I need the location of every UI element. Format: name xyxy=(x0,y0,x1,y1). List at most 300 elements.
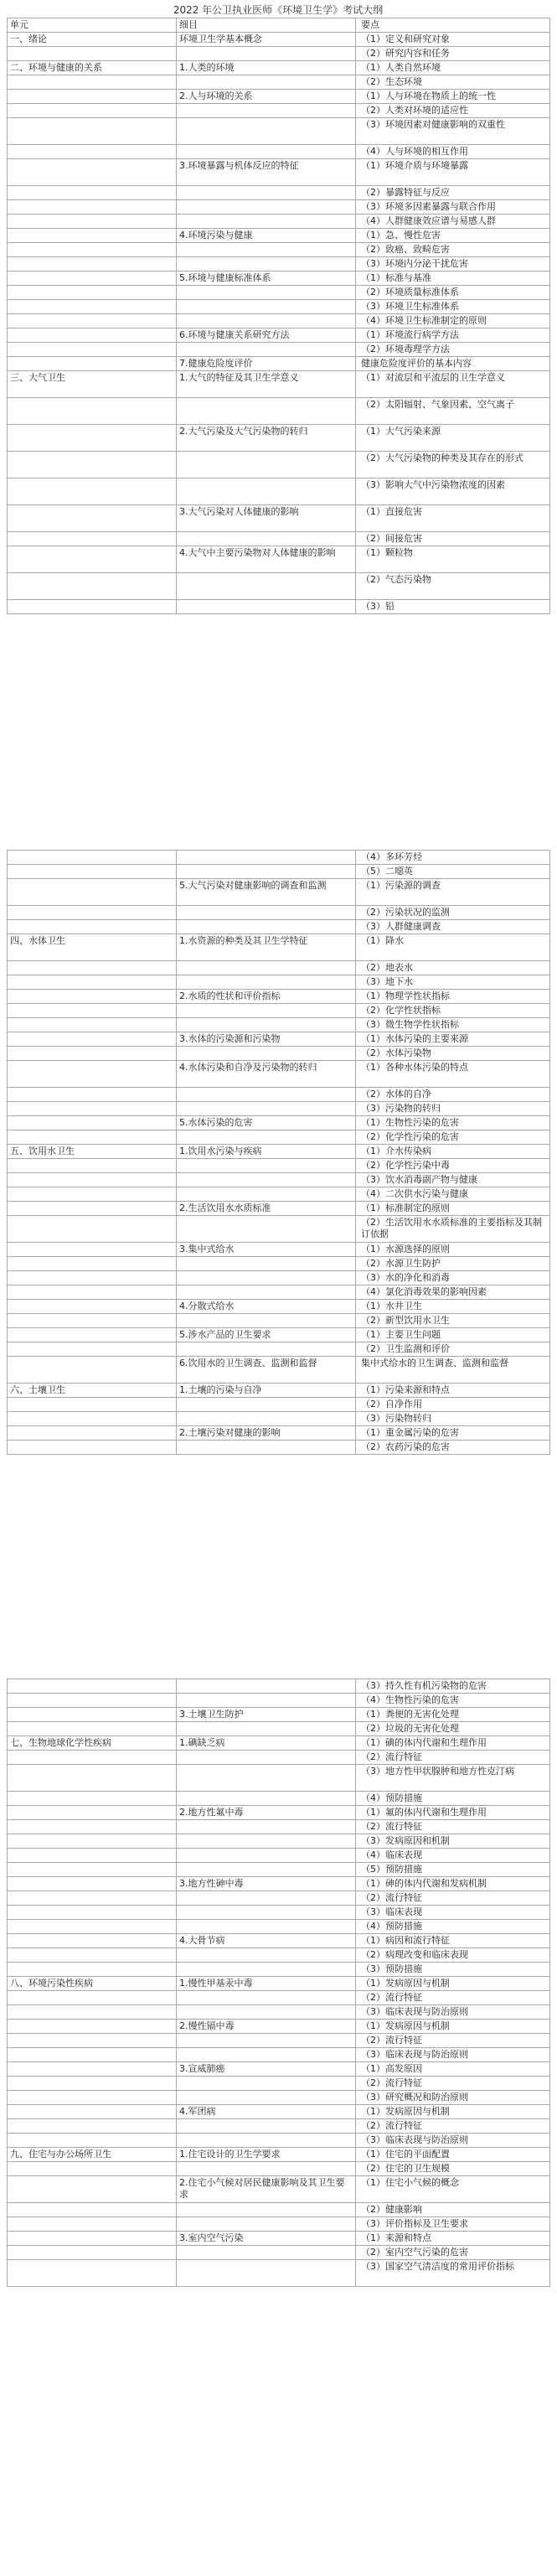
point-cell: （1）环境介质与环境暴露 xyxy=(356,159,550,186)
item-cell xyxy=(177,961,356,975)
point-cell: （1）病因和流行特征 xyxy=(356,1934,550,1948)
unit-cell xyxy=(8,300,177,314)
point-cell: （3）地方性甲状腺肿和地方性克汀病 xyxy=(356,1765,550,1792)
table-row xyxy=(8,1004,550,1018)
item-cell xyxy=(177,1963,356,1977)
table-row xyxy=(8,1934,550,1948)
table-row xyxy=(8,1426,550,1441)
item-cell: 3.大气污染对人体健康的影响 xyxy=(177,505,356,532)
table-row xyxy=(8,2005,550,2020)
unit-cell xyxy=(8,1834,177,1849)
unit-cell: 七、生物地球化学性疾病 xyxy=(8,1736,177,1751)
table-row xyxy=(8,1116,550,1130)
point-cell: （2）太阳辐射、气象因素、空气离子 xyxy=(356,398,550,425)
unit-cell xyxy=(8,1765,177,1792)
point-cell: （3）环境因素对健康影响的双重性 xyxy=(356,118,550,145)
point-cell: （2）化学性状指标 xyxy=(356,1004,550,1018)
table-row xyxy=(8,272,550,286)
item-cell xyxy=(177,1991,356,2005)
unit-cell xyxy=(8,1328,177,1342)
table-row xyxy=(8,1159,550,1173)
table-row xyxy=(8,1806,550,1820)
point-cell: （3）微生物学性状指标 xyxy=(356,1018,550,1032)
point-cell: （2）气态污染物 xyxy=(356,573,550,600)
point-cell: （1）重金属污染的危害 xyxy=(356,1426,550,1441)
point-cell: （2）水体的自净 xyxy=(356,1088,550,1102)
table-row xyxy=(8,357,550,371)
point-cell: （2）病理改变和临床表现 xyxy=(356,1948,550,1963)
table-row xyxy=(8,2162,550,2176)
item-cell xyxy=(177,1441,356,1455)
unit-cell xyxy=(8,1412,177,1426)
table-row xyxy=(8,243,550,257)
item-cell xyxy=(177,1679,356,1694)
unit-cell xyxy=(8,243,177,257)
unit-cell xyxy=(8,1906,177,1920)
table-row xyxy=(8,1216,550,1243)
unit-cell xyxy=(8,2176,177,2203)
item-cell xyxy=(177,1314,356,1328)
item-cell: 4.环境污染与健康 xyxy=(177,229,356,243)
item-cell: 4.水体污染和自净及污染物的转归 xyxy=(177,1061,356,1088)
unit-cell: 五、饮用水卫生 xyxy=(8,1145,177,1159)
table-row xyxy=(8,975,550,990)
item-cell xyxy=(177,1765,356,1792)
point-cell: （2）环境质量标准体系 xyxy=(356,286,550,300)
table-row xyxy=(8,851,550,865)
item-cell xyxy=(177,75,356,90)
point-cell: （3）临床表现 xyxy=(356,1906,550,1920)
point-cell: （2）卫生监测和评价 xyxy=(356,1342,550,1357)
unit-cell xyxy=(8,2203,177,2217)
table-row xyxy=(8,1257,550,1271)
table-row xyxy=(8,1202,550,1216)
point-cell: （1）污染源的调查 xyxy=(356,879,550,906)
table-row xyxy=(8,1820,550,1834)
table-row xyxy=(8,328,550,343)
unit-cell xyxy=(8,452,177,478)
point-cell: （2）生活饮用水水质标准的主要指标及其制订依据 xyxy=(356,1216,550,1243)
table-row xyxy=(8,1863,550,1877)
unit-cell xyxy=(8,1806,177,1820)
item-cell: 2.大气污染及大气污染物的转归 xyxy=(177,425,356,452)
unit-cell xyxy=(8,1202,177,1216)
unit-cell xyxy=(8,145,177,159)
unit-cell xyxy=(8,104,177,118)
unit-cell xyxy=(8,1159,177,1173)
point-cell: （4）预防措施 xyxy=(356,1792,550,1806)
table-row xyxy=(8,1398,550,1412)
point-cell: （2）暴露特征与反应 xyxy=(356,186,550,200)
item-cell xyxy=(177,865,356,879)
item-cell xyxy=(177,1834,356,1849)
point-cell: （2）住宅的卫生规模 xyxy=(356,2162,550,2176)
point-cell: （1）标准制定的原则 xyxy=(356,1202,550,1216)
table-row xyxy=(8,546,550,573)
item-cell xyxy=(177,1187,356,1202)
table-row xyxy=(8,920,550,934)
point-cell: （2）流行特征 xyxy=(356,1891,550,1906)
unit-cell xyxy=(8,2005,177,2020)
item-cell xyxy=(177,215,356,229)
unit-cell xyxy=(8,1920,177,1934)
unit-cell xyxy=(8,906,177,920)
unit-cell xyxy=(8,1694,177,1708)
header-unit: 单元 xyxy=(8,18,177,33)
item-cell: 3.集中式给水 xyxy=(177,1243,356,1257)
point-cell: （2）化学性污染的危害 xyxy=(356,1130,550,1145)
table-row xyxy=(8,2203,550,2217)
unit-cell xyxy=(8,1314,177,1328)
unit-cell xyxy=(8,2260,177,2287)
item-cell xyxy=(177,257,356,272)
unit-cell xyxy=(8,879,177,906)
table-row xyxy=(8,1849,550,1863)
table-row xyxy=(8,505,550,532)
item-cell xyxy=(177,286,356,300)
point-cell: （2）健康影响 xyxy=(356,2203,550,2217)
syllabus-table-part-3 xyxy=(7,1679,550,2287)
item-cell: 6.饮用水的卫生调查、监测和监督 xyxy=(177,1357,356,1384)
point-cell: （4）人群健康效应谱与易感人群 xyxy=(356,215,550,229)
unit-cell xyxy=(8,2217,177,2232)
item-cell xyxy=(177,243,356,257)
table-row xyxy=(8,1792,550,1806)
table-row xyxy=(8,1694,550,1708)
unit-cell xyxy=(8,1187,177,1202)
unit-cell xyxy=(8,75,177,90)
table-row xyxy=(8,2091,550,2105)
item-cell: 1.饮用水污染与疾病 xyxy=(177,1145,356,1159)
point-cell: （2）研究内容和任务 xyxy=(356,47,550,61)
item-cell xyxy=(177,573,356,600)
table-row xyxy=(8,2176,550,2203)
table-row xyxy=(8,1891,550,1906)
item-cell xyxy=(177,1820,356,1834)
table-row xyxy=(8,961,550,975)
table-row xyxy=(8,1342,550,1357)
unit-cell xyxy=(8,1357,177,1384)
table-row xyxy=(8,1722,550,1736)
table-row xyxy=(8,2134,550,2148)
document-page xyxy=(7,0,549,2576)
item-cell xyxy=(177,1004,356,1018)
item-cell xyxy=(177,1722,356,1736)
point-cell: 健康危险度评价的基本内容 xyxy=(356,357,550,371)
unit-cell xyxy=(8,328,177,343)
document-title: 2022 年公卫执业医师《环境卫生学》考试大纲 xyxy=(173,4,384,16)
item-cell: 6.环境与健康关系研究方法 xyxy=(177,328,356,343)
point-cell: （2）流行特征 xyxy=(356,1751,550,1765)
item-cell xyxy=(177,1920,356,1934)
item-cell xyxy=(177,1130,356,1145)
table-row xyxy=(8,1412,550,1426)
table-row xyxy=(8,600,550,614)
unit-cell xyxy=(8,1963,177,1977)
table-row xyxy=(8,934,550,961)
point-cell: （3）发病原因和机制 xyxy=(356,1834,550,1849)
table-row xyxy=(8,1102,550,1116)
unit-cell xyxy=(8,990,177,1004)
point-cell: （3）评价指标及卫生要求 xyxy=(356,2217,550,2232)
table-row xyxy=(8,2048,550,2062)
table-row xyxy=(8,1061,550,1088)
item-cell xyxy=(177,1342,356,1357)
unit-cell xyxy=(8,2091,177,2105)
point-cell: （2）水体污染物 xyxy=(356,1047,550,1061)
item-cell xyxy=(177,200,356,215)
unit-cell xyxy=(8,1271,177,1285)
point-cell: （1）发病原因与机制 xyxy=(356,2105,550,2119)
unit-cell xyxy=(8,2048,177,2062)
point-cell: （1）主要卫生问题 xyxy=(356,1328,550,1342)
table-row xyxy=(8,452,550,478)
item-cell xyxy=(177,1398,356,1412)
item-cell xyxy=(177,1863,356,1877)
item-cell xyxy=(177,478,356,505)
point-cell: （1）住宅的平面配置 xyxy=(356,2148,550,2162)
table-row xyxy=(8,2077,550,2091)
unit-cell xyxy=(8,2162,177,2176)
table-row xyxy=(8,1130,550,1145)
unit-cell: 九、住宅与办公场所卫生 xyxy=(8,2148,177,2162)
table-row xyxy=(8,1834,550,1849)
table-row xyxy=(8,532,550,546)
point-cell: （3）持久性有机污染物的危害 xyxy=(356,1679,550,1694)
point-cell: （1）直接危害 xyxy=(356,505,550,532)
point-cell: （1）定义和研究对象 xyxy=(356,33,550,47)
item-cell xyxy=(177,2034,356,2048)
point-cell: （3）国家空气清洁度的常用评价指标 xyxy=(356,2260,550,2287)
unit-cell xyxy=(8,314,177,328)
unit-cell xyxy=(8,1863,177,1877)
point-cell: （2）环境毒理学方法 xyxy=(356,343,550,357)
table-row xyxy=(8,865,550,879)
unit-cell xyxy=(8,2034,177,2048)
unit-cell: 一、绪论 xyxy=(8,33,177,47)
item-cell: 4.分散式给水 xyxy=(177,1300,356,1314)
point-cell: （1）高发原因 xyxy=(356,2062,550,2077)
unit-cell xyxy=(8,1061,177,1088)
unit-cell xyxy=(8,1722,177,1736)
item-cell xyxy=(177,1412,356,1426)
point-cell: （3）污染物转归 xyxy=(356,1412,550,1426)
unit-cell xyxy=(8,257,177,272)
unit-cell xyxy=(8,1032,177,1047)
point-cell: （3）饮水消毒副产物与健康 xyxy=(356,1173,550,1187)
item-cell: 2.人与环境的关系 xyxy=(177,90,356,104)
point-cell: （2）自净作用 xyxy=(356,1398,550,1412)
point-cell: （3）预防措施 xyxy=(356,1963,550,1977)
table-row xyxy=(8,1991,550,2005)
item-cell xyxy=(177,2091,356,2105)
unit-cell xyxy=(8,1116,177,1130)
unit-cell xyxy=(8,2062,177,2077)
table-row xyxy=(8,1145,550,1159)
item-cell xyxy=(177,851,356,865)
table-row xyxy=(8,2232,550,2246)
table-row xyxy=(8,33,550,47)
unit-cell xyxy=(8,1792,177,1806)
table-row xyxy=(8,1765,550,1792)
item-cell xyxy=(177,343,356,357)
item-cell: 3.地方性砷中毒 xyxy=(177,1877,356,1891)
unit-cell xyxy=(8,1130,177,1145)
table-row xyxy=(8,1906,550,1920)
point-cell: （1）人与环境在物质上的统一性 xyxy=(356,90,550,104)
item-cell xyxy=(177,2048,356,2062)
item-cell xyxy=(177,118,356,145)
unit-cell xyxy=(8,478,177,505)
point-cell: （1）水井卫生 xyxy=(356,1300,550,1314)
table-row xyxy=(8,2260,550,2287)
point-cell: （3）临床表现与防治原则 xyxy=(356,2134,550,2148)
point-cell: （1）污染来源和特点 xyxy=(356,1384,550,1398)
point-cell: （3）临床表现与防治原则 xyxy=(356,2005,550,2020)
point-cell: （3）临床表现与防治原则 xyxy=(356,2048,550,2062)
syllabus-table-part-1 xyxy=(7,18,550,614)
unit-cell xyxy=(8,229,177,243)
table-row xyxy=(8,1920,550,1934)
table-row xyxy=(8,1963,550,1977)
table-row xyxy=(8,573,550,600)
point-cell: （2）农药污染的危害 xyxy=(356,1441,550,1455)
unit-cell xyxy=(8,1891,177,1906)
item-cell xyxy=(177,1173,356,1187)
unit-cell xyxy=(8,1849,177,1863)
point-cell: （1）砷的体内代谢和发病机制 xyxy=(356,1877,550,1891)
unit-cell xyxy=(8,1948,177,1963)
item-cell: 2.水质的性状和评价指标 xyxy=(177,990,356,1004)
point-cell: （1）来源和特点 xyxy=(356,2232,550,2246)
item-cell xyxy=(177,600,356,614)
table-row xyxy=(8,879,550,906)
point-cell: （1）降水 xyxy=(356,934,550,961)
point-cell: 集中式给水的卫生调查、监测和监督 xyxy=(356,1357,550,1384)
item-cell xyxy=(177,920,356,934)
table-row xyxy=(8,990,550,1004)
point-cell: （3）环境卫生标准体系 xyxy=(356,300,550,314)
item-cell xyxy=(177,314,356,328)
table-row xyxy=(8,425,550,452)
item-cell xyxy=(177,1751,356,1765)
item-cell: 1.土壤的污染与自净 xyxy=(177,1384,356,1398)
point-cell: （2）流行特征 xyxy=(356,1820,550,1834)
item-cell xyxy=(177,186,356,200)
unit-cell: 八、环境污染性疾病 xyxy=(8,1977,177,1991)
table-row xyxy=(8,1047,550,1061)
unit-cell: 二、环境与健康的关系 xyxy=(8,61,177,75)
unit-cell xyxy=(8,1088,177,1102)
point-cell: （4）氯化消毒效果的影响因素 xyxy=(356,1285,550,1300)
point-cell: （5）预防措施 xyxy=(356,1863,550,1877)
point-cell: （1）颗粒物 xyxy=(356,546,550,573)
unit-cell xyxy=(8,343,177,357)
table-row xyxy=(8,1285,550,1300)
table-row xyxy=(8,1708,550,1722)
table-row xyxy=(8,478,550,505)
unit-cell xyxy=(8,1398,177,1412)
unit-cell xyxy=(8,1216,177,1243)
item-cell: 5.大气污染对健康影响的调查和监测 xyxy=(177,879,356,906)
item-cell: 4.军团病 xyxy=(177,2105,356,2119)
item-cell xyxy=(177,1047,356,1061)
item-cell xyxy=(177,1948,356,1963)
item-cell xyxy=(177,2162,356,2176)
unit-cell xyxy=(8,1300,177,1314)
item-cell xyxy=(177,2203,356,2217)
item-cell xyxy=(177,1088,356,1102)
item-cell: 5.水体污染的危害 xyxy=(177,1116,356,1130)
item-cell xyxy=(177,398,356,425)
unit-cell xyxy=(8,1285,177,1300)
point-cell: （2）流行特征 xyxy=(356,1991,550,2005)
unit-cell xyxy=(8,118,177,145)
item-cell: 环境卫生学基本概念 xyxy=(177,33,356,47)
table-row xyxy=(8,118,550,145)
unit-cell xyxy=(8,851,177,865)
table-row xyxy=(8,1243,550,1257)
unit-cell xyxy=(8,90,177,104)
table-row xyxy=(8,2105,550,2119)
unit-cell xyxy=(8,200,177,215)
point-cell: （1）粪便的无害化处理 xyxy=(356,1708,550,1722)
item-cell: 1.大气的特征及其卫生学意义 xyxy=(177,371,356,398)
unit-cell xyxy=(8,1679,177,1694)
table-row xyxy=(8,343,550,357)
unit-cell xyxy=(8,2077,177,2091)
point-cell: （1）介水传染病 xyxy=(356,1145,550,1159)
item-cell xyxy=(177,1285,356,1300)
point-cell: （4）临床表现 xyxy=(356,1849,550,1863)
header-point: 要点 xyxy=(356,18,550,33)
unit-cell xyxy=(8,1004,177,1018)
table-row xyxy=(8,906,550,920)
item-cell: 1.碘缺乏病 xyxy=(177,1736,356,1751)
table-row xyxy=(8,90,550,104)
unit-cell xyxy=(8,1991,177,2005)
table-row xyxy=(8,1088,550,1102)
table-row xyxy=(8,1032,550,1047)
point-cell: （4）生物性污染的危害 xyxy=(356,1694,550,1708)
item-cell: 5.涉水产品的卫生要求 xyxy=(177,1328,356,1342)
point-cell: （2）垃圾的无害化处理 xyxy=(356,1722,550,1736)
table-row xyxy=(8,1187,550,1202)
point-cell: （2）新型饮用水卫生 xyxy=(356,1314,550,1328)
point-cell: （3）人群健康调查 xyxy=(356,920,550,934)
unit-cell: 三、大气卫生 xyxy=(8,371,177,398)
item-cell: 1.慢性甲基汞中毒 xyxy=(177,1977,356,1991)
unit-cell xyxy=(8,2020,177,2034)
unit-cell xyxy=(8,600,177,614)
unit-cell xyxy=(8,1820,177,1834)
table-row xyxy=(8,1271,550,1285)
item-cell: 1.住宅设计的卫生学要求 xyxy=(177,2148,356,2162)
point-cell: （3）水的净化和消毒 xyxy=(356,1271,550,1285)
item-cell: 2.住宅小气候对居民健康影响及其卫生要求 xyxy=(177,2176,356,2203)
unit-cell xyxy=(8,505,177,532)
table-row xyxy=(8,1736,550,1751)
point-cell: （3）地下水 xyxy=(356,975,550,990)
item-cell: 3.室内空气污染 xyxy=(177,2232,356,2246)
point-cell: （4）预防措施 xyxy=(356,1920,550,1934)
table-row xyxy=(8,1877,550,1891)
unit-cell xyxy=(8,920,177,934)
item-cell: 5.环境与健康标准体系 xyxy=(177,272,356,286)
unit-cell xyxy=(8,159,177,186)
unit-cell xyxy=(8,215,177,229)
header-item: 细目 xyxy=(177,18,356,33)
